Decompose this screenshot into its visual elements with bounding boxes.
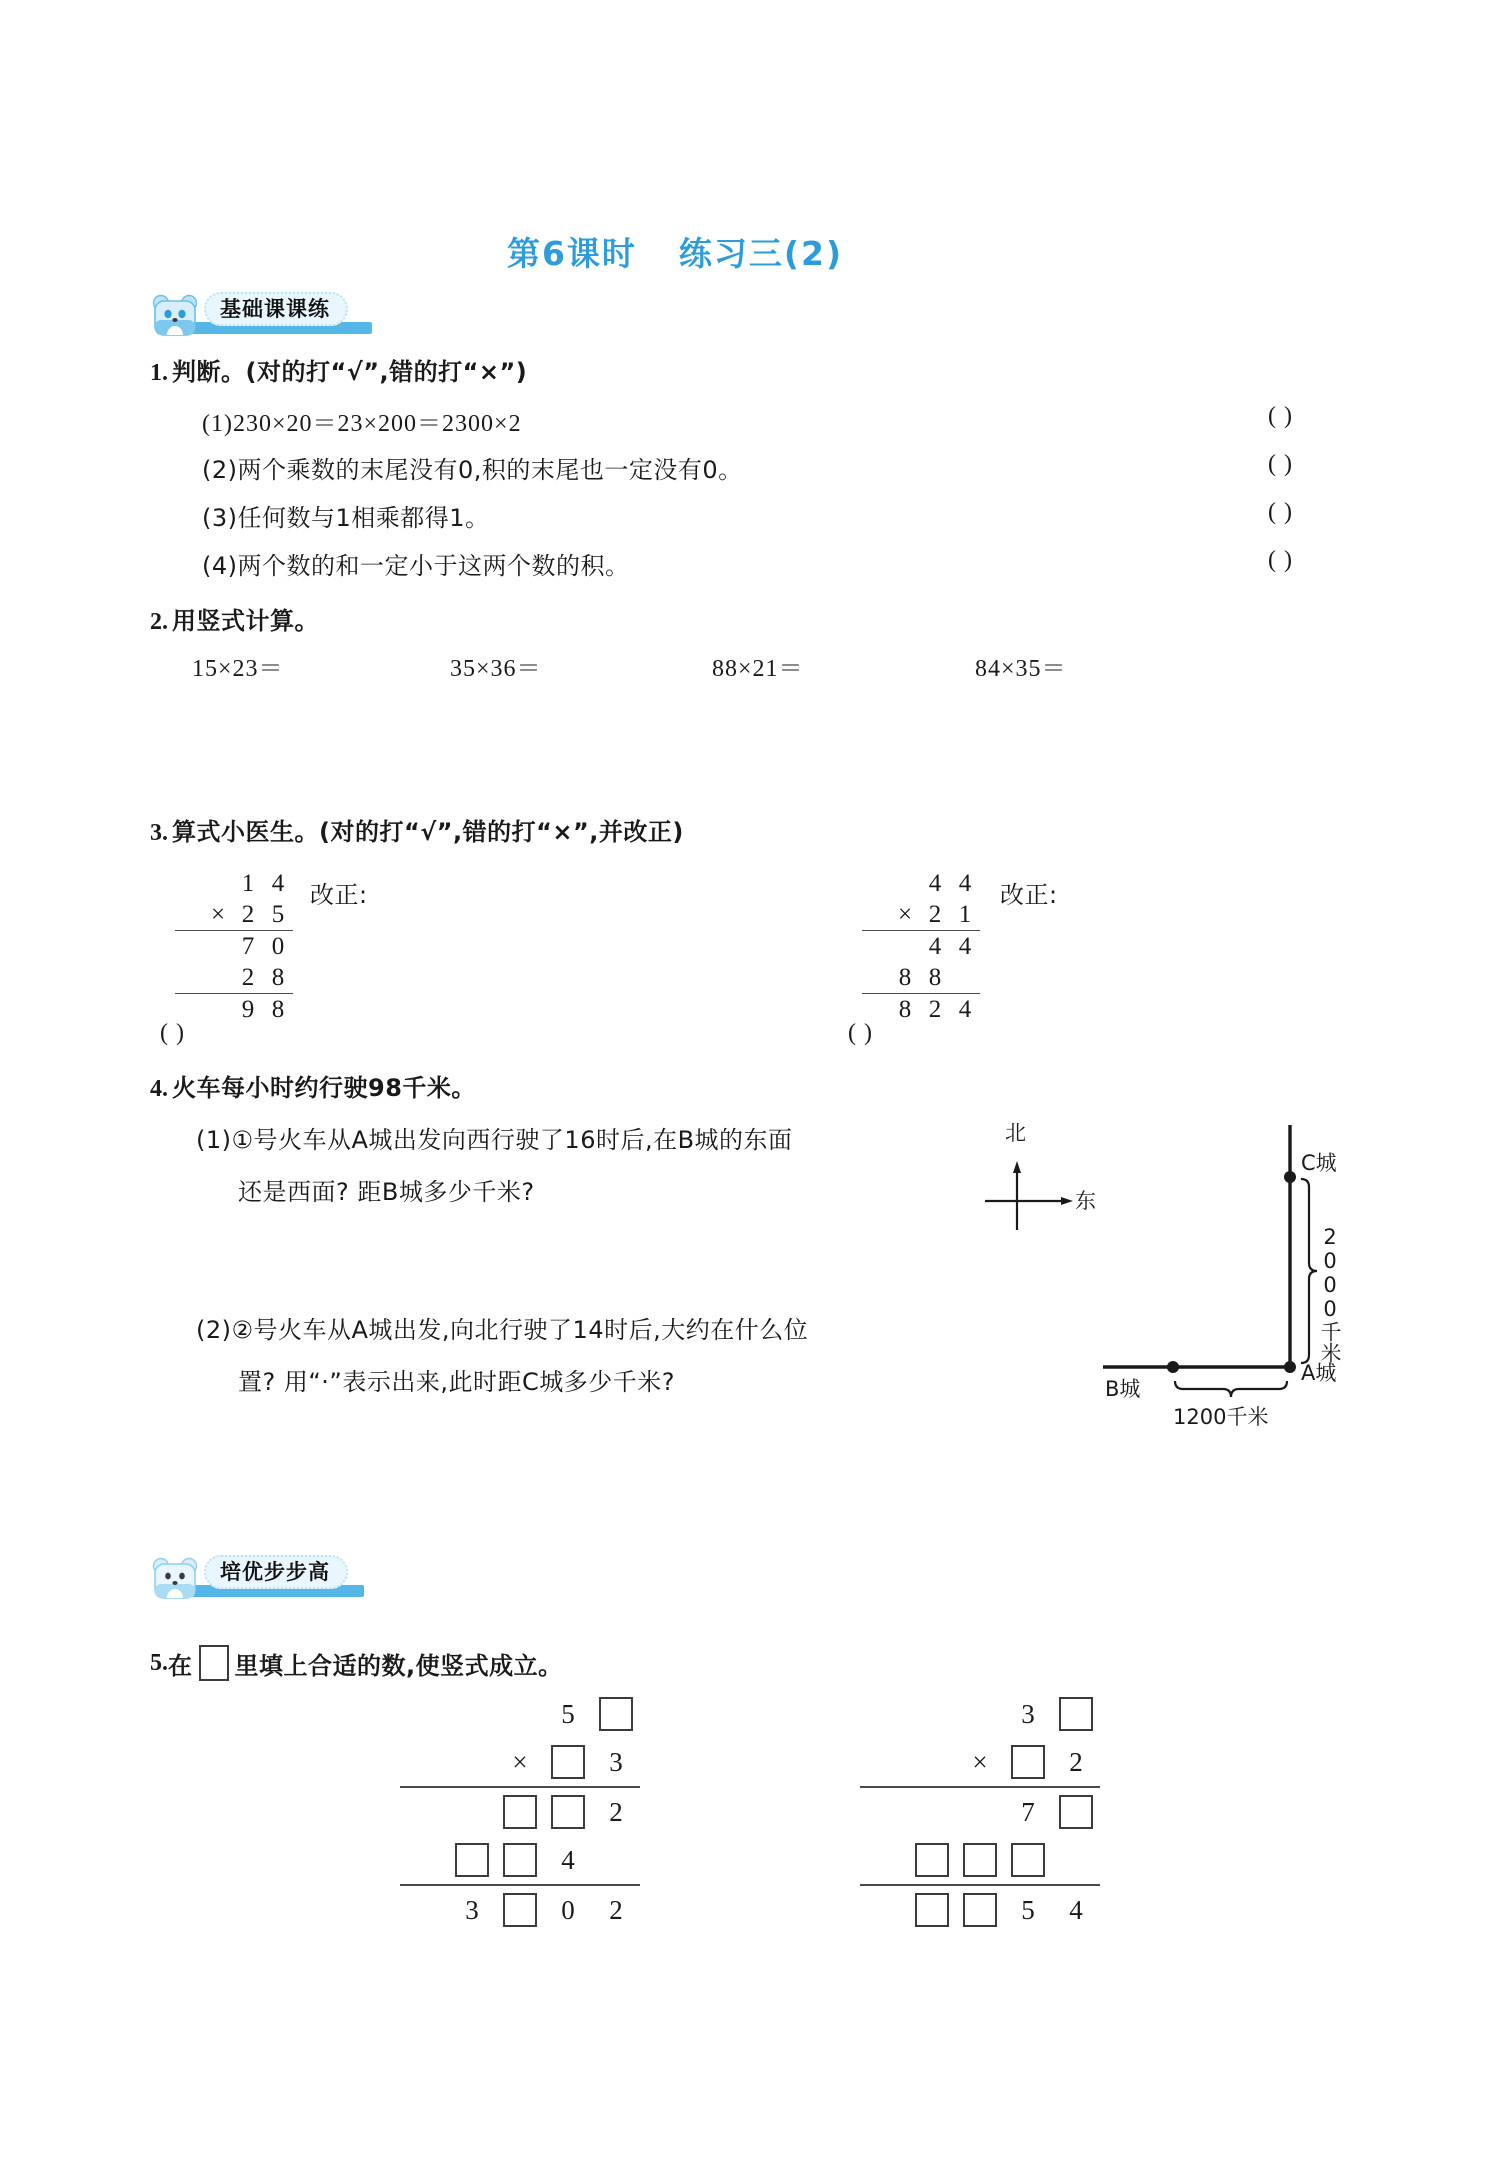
q1-number: 1. [150,360,168,386]
page-title-main: 第6课时 [506,234,637,273]
q3-number: 3. [150,820,168,846]
q5-right-row-1: 3 [860,1690,1100,1738]
label-vertical-distance: 2000千米 [1318,1225,1342,1363]
q1-item-1-text: (1)230×20＝23×200＝2300×2 [202,411,522,437]
q1-item-3-text: (3)任何数与1相乘都得1。 [202,504,490,532]
q2-number: 2. [150,609,168,635]
label-city-b: B城 [1105,1377,1141,1401]
q3-left-multiplier: × 2 5 [175,899,293,930]
multiply-operator: × [972,1746,988,1777]
q5-left-blank-box[interactable] [551,1795,585,1829]
q1-stem-text: 判断。(对的打“√”,错的打“×”) [172,358,528,386]
q5-left-row-2: × 3 [400,1738,640,1786]
q5-right-blank-box[interactable] [915,1893,949,1927]
q5-left-row-5: 3 0 2 [400,1884,640,1934]
point-city-c [1284,1171,1296,1183]
label-city-a: A城 [1301,1361,1337,1385]
q3-right-partial-1: 4 4 [862,930,980,962]
q3-vertical-calc-left [175,868,293,1025]
q5-right-row-4 [860,1836,1100,1884]
q5-right-blank-box[interactable] [1059,1795,1093,1829]
section-badge-advanced [152,1555,412,1601]
q1-answer-blank-3[interactable]: ( ) [1268,499,1293,525]
badge-cloud [204,1555,348,1589]
q5-left-blank-box[interactable] [455,1843,489,1877]
label-city-c: C城 [1301,1151,1337,1175]
q5-stem-box-icon [199,1645,229,1681]
q5-right-row-5: 5 4 [860,1884,1100,1934]
q3-left-multiplicand: 1 4 [241,869,285,897]
q1-item-2 [202,450,743,485]
q4-map-diagram [965,1105,1355,1435]
q2-expression-4[interactable]: 84×35＝ [975,656,1067,682]
q4-number: 4. [150,1076,168,1102]
q2-expression-3[interactable]: 88×21＝ [712,656,804,682]
q2-expression-2[interactable]: 35×36＝ [450,656,542,682]
badge-label-basic: 基础课课练 [220,297,330,321]
q3-stem [150,812,684,847]
point-city-a [1284,1361,1296,1373]
q5-right-blank-box[interactable] [1011,1745,1045,1779]
compass-east-label: 东 [1075,1189,1096,1213]
q3-right-partial-2: 8 8 [898,963,942,991]
q2-expression-1[interactable]: 15×23＝ [192,656,284,682]
q1-item-2-text: (2)两个乘数的末尾没有0,积的末尾也一定没有0。 [202,456,743,484]
q5-number: 5. [150,1649,168,1676]
q5-left-row-4: 4 [400,1836,640,1884]
q5-grid-right [860,1690,1100,1934]
q5-right-blank-box[interactable] [963,1843,997,1877]
q3-vertical-calc-right [862,868,980,1025]
q1-item-1 [202,403,522,438]
q3-stem-text: 算式小医生。(对的打“√”,错的打“×”,并改正) [172,818,684,846]
q5-left-blank-box[interactable] [599,1697,633,1731]
q1-answer-blank-2[interactable]: ( ) [1268,451,1293,477]
q3-left-result: 9 8 [175,993,293,1025]
compass-east-arrow [1061,1197,1073,1205]
bear-icon [152,294,198,338]
section-badge-basic [152,292,412,338]
q5-right-blank-box[interactable] [915,1843,949,1877]
compass-north-arrow [1013,1161,1021,1173]
q5-left-blank-box[interactable] [503,1795,537,1829]
q1-item-3 [202,498,490,533]
q4-stem-text: 火车每小时约行驶98千米。 [172,1074,476,1102]
label-horizontal-distance: 1200千米 [1173,1405,1269,1429]
q5-left-row-1: 5 [400,1690,640,1738]
q5-left-blank-box[interactable] [551,1745,585,1779]
q1-answer-blank-4[interactable]: ( ) [1268,547,1293,573]
q1-item-4-text: (4)两个数的和一定小于这两个数的积。 [202,552,630,580]
q3-left-partial-2: 2 8 [241,963,285,991]
horizontal-distance-brace [1175,1381,1287,1397]
q5-left-blank-box[interactable] [503,1893,537,1927]
q4-stem [150,1068,476,1103]
multiply-operator: × [210,900,226,928]
q5-stem-before: 在 [168,1651,193,1680]
multiply-operator: × [512,1746,528,1777]
multiply-operator: × [897,900,913,928]
page-title-sub: 练习三(2) [678,234,844,273]
q5-right-blank-box[interactable] [1011,1843,1045,1877]
q1-stem [150,352,527,387]
q4-sub1-line1: (1)①号火车从A城出发向西行驶了16时后,在B城的东面 [196,1126,793,1154]
q5-grid-left [400,1690,640,1934]
q5-right-blank-box[interactable] [963,1893,997,1927]
q1-answer-blank-1[interactable]: ( ) [1268,403,1293,429]
q3-left-mark-blank[interactable]: ( ) [160,1020,185,1046]
q3-left-correct-label: 改正: [310,881,368,909]
q5-left-row-3: 2 [400,1786,640,1836]
q5-stem-after: 里填上合适的数,使竖式成立。 [234,1651,563,1680]
q3-right-correct-label: 改正: [1000,881,1058,909]
q5-right-row-2: × 2 [860,1738,1100,1786]
q4-sub2-line2: 置? 用“·”表示出来,此时距C城多少千米? [238,1368,675,1396]
q2-stem [150,601,319,636]
point-city-b [1167,1361,1179,1373]
q3-right-multiplicand: 4 4 [928,869,972,897]
page-title [0,228,1500,275]
q5-stem [150,1645,563,1681]
q3-right-multiplier: × 2 1 [862,899,980,930]
q5-left-blank-box[interactable] [503,1843,537,1877]
q4-sub2-line1: (2)②号火车从A城出发,向北行驶了14时后,大约在什么位 [196,1316,809,1344]
q1-item-4 [202,546,630,581]
badge-label-advanced: 培优步步高 [220,1560,330,1584]
bear-icon [152,1557,198,1601]
q3-right-result: 8 2 4 [862,993,980,1025]
q3-right-mark-blank[interactable]: ( ) [848,1020,873,1046]
compass-north-label: 北 [1005,1121,1026,1145]
q3-left-partial-1: 7 0 [175,930,293,962]
badge-cloud [204,292,348,326]
q5-right-blank-box[interactable] [1059,1697,1093,1731]
q2-stem-text: 用竖式计算。 [172,607,319,635]
q4-sub1-line2: 还是西面? 距B城多少千米? [238,1178,535,1206]
q5-right-row-3: 7 [860,1786,1100,1836]
